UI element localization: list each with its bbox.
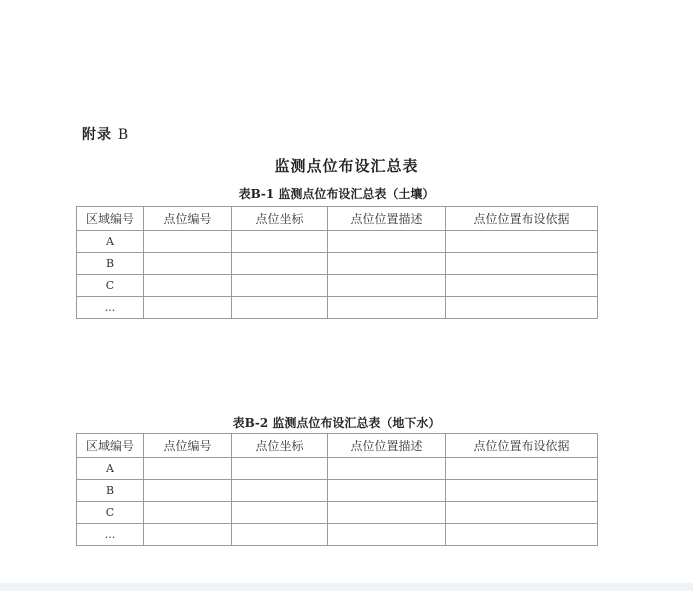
- header-placement-basis: 点位位置布设依据: [446, 434, 598, 458]
- table-row: [77, 502, 598, 524]
- table-cell: [144, 524, 232, 546]
- table-row: [77, 458, 598, 480]
- header-location-description: 点位位置描述: [328, 207, 446, 231]
- table-row: [77, 480, 598, 502]
- table-cell: B: [77, 480, 144, 502]
- table-cell: [144, 502, 232, 524]
- table-header-row: [77, 207, 598, 231]
- table-cell: [144, 297, 232, 319]
- table-row: [77, 275, 598, 297]
- table-cell: [232, 253, 328, 275]
- table-cell: A: [77, 231, 144, 253]
- table-cell: ...: [77, 297, 144, 319]
- table-row: [77, 253, 598, 275]
- table-cell: [446, 502, 598, 524]
- table-cell: [446, 458, 598, 480]
- appendix-letter: B: [117, 127, 130, 143]
- page-title: 监测点位布设汇总表: [274, 157, 419, 175]
- table-cell: [328, 524, 446, 546]
- table-cell: [144, 275, 232, 297]
- table-cell: [328, 253, 446, 275]
- table-cell: [144, 231, 232, 253]
- table-cell: [446, 524, 598, 546]
- table-cell: [446, 480, 598, 502]
- header-region-id: 区域编号: [77, 207, 144, 231]
- table-cell: [328, 480, 446, 502]
- table-header-row: [77, 434, 598, 458]
- table-cell: [328, 231, 446, 253]
- table-cell: [232, 275, 328, 297]
- appendix-label: 附录: [82, 127, 112, 143]
- table-cell: [232, 480, 328, 502]
- table-cell: [328, 275, 446, 297]
- table-cell: B: [77, 253, 144, 275]
- header-point-id: 点位编号: [144, 207, 232, 231]
- table-cell: ...: [77, 524, 144, 546]
- table-row: [77, 231, 598, 253]
- header-point-coordinates: 点位坐标: [232, 434, 328, 458]
- table-cell: [232, 458, 328, 480]
- soil-monitoring-table: [76, 206, 598, 319]
- header-point-coordinates: 点位坐标: [232, 207, 328, 231]
- table-cell: [446, 275, 598, 297]
- header-placement-basis: 点位位置布设依据: [446, 207, 598, 231]
- table-caption-soil: 表B-1 监测点位布设汇总表（土壤）: [238, 187, 435, 201]
- table-cell: C: [77, 275, 144, 297]
- table-cell: [144, 253, 232, 275]
- table-cell: [232, 297, 328, 319]
- table-caption-groundwater: 表B-2 监测点位布设汇总表（地下水）: [232, 416, 441, 430]
- table-cell: [446, 231, 598, 253]
- table-cell: A: [77, 458, 144, 480]
- table-cell: [328, 458, 446, 480]
- appendix-title: [82, 124, 129, 144]
- groundwater-monitoring-table: [76, 433, 598, 546]
- table-row: [77, 297, 598, 319]
- header-region-id: 区域编号: [77, 434, 144, 458]
- table-cell: [144, 458, 232, 480]
- table-cell: [446, 253, 598, 275]
- table-cell: [232, 231, 328, 253]
- table-cell: [144, 480, 232, 502]
- table-cell: [232, 502, 328, 524]
- header-point-id: 点位编号: [144, 434, 232, 458]
- header-location-description: 点位位置描述: [328, 434, 446, 458]
- table-cell: [328, 297, 446, 319]
- table-cell: [446, 297, 598, 319]
- table-cell: C: [77, 502, 144, 524]
- footer-strip: [0, 583, 693, 591]
- table-row: [77, 524, 598, 546]
- table-cell: [232, 524, 328, 546]
- table-cell: [328, 502, 446, 524]
